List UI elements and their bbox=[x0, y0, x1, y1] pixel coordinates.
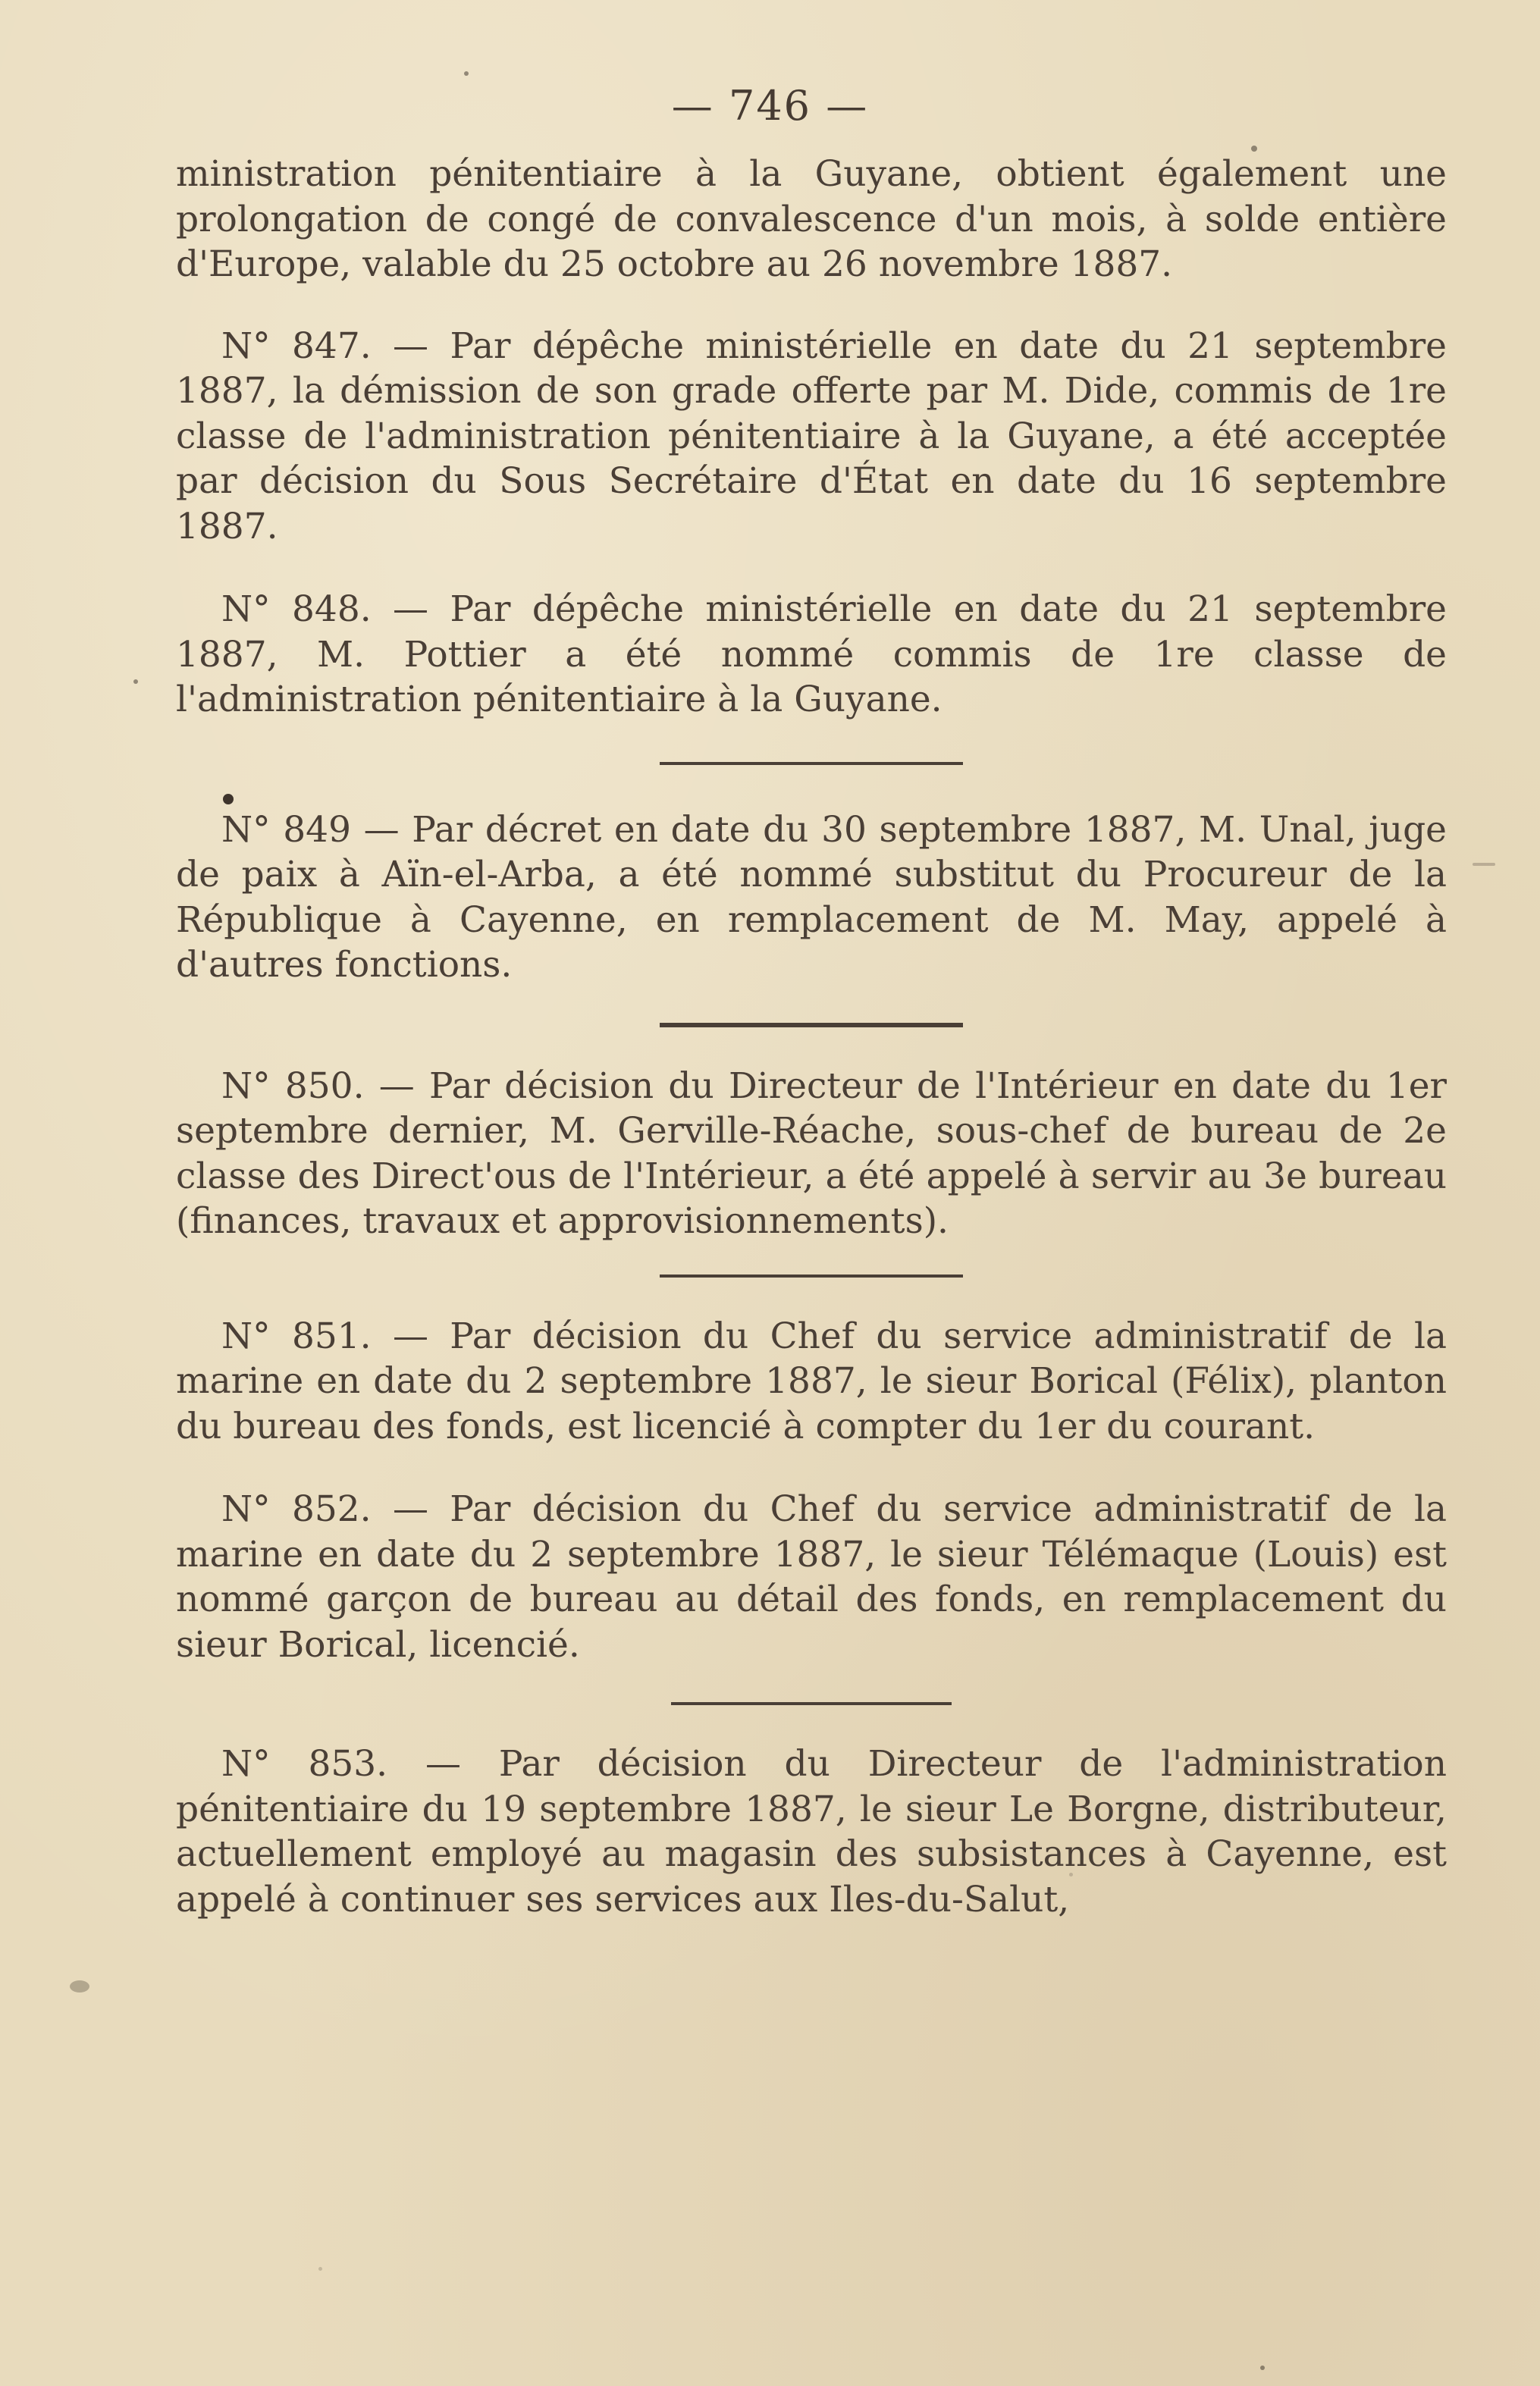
paper-speck bbox=[1069, 1873, 1073, 1877]
ink-dot bbox=[223, 794, 234, 804]
paragraph-851: N° 851. — Par décision du Chef du service administratif de la marine en date du 2 septembre 1887, le sieur Borical (Félix), planton du bureau des fonds, est licencié à compter du 1er du courant. bbox=[176, 1315, 1447, 1447]
section-divider bbox=[660, 1023, 963, 1027]
spacer bbox=[176, 287, 1447, 324]
paper-speck bbox=[133, 679, 138, 684]
paragraph-848: N° 848. — Par dépêche ministérielle en date du 21 septembre 1887, M. Pottier a été nommé commis de 1re classe de l'administration pénitentiaire à la Guyane. bbox=[176, 588, 1447, 720]
section-divider bbox=[671, 1702, 952, 1705]
paragraph-850: N° 850. — Par décision du Directeur de l'Intérieur en date du 1er septembre dernier, M. Gerville-Réache, sous-chef de bureau de 2e classe des Direct'ous de l'Intérieur, a été appelé à servir au 3e bureau (finances, travaux et approvisionnements). bbox=[176, 1064, 1447, 1242]
paper-speck bbox=[1260, 2366, 1265, 2370]
paragraph-847: N° 847. — Par dépêche ministérielle en date du 21 septembre 1887, la démission de son grade offerte par M. Dide, commis de 1re classe de l'administration pénitentiaire à la Guyane, a été acceptée par décision du Sous Secrétaire d'État en date du 16 septembre 1887. bbox=[176, 325, 1447, 547]
paragraph-852: N° 852. — Par décision du Chef du service administratif de la marine en date du 2 septembre 1887, le sieur Télémaque (Louis) est nommé garçon de bureau au détail des fonds, en remplacement du sieur Borical, licencié. bbox=[176, 1488, 1447, 1666]
paper-speck bbox=[70, 1980, 89, 1993]
paper-speck bbox=[318, 2267, 322, 2271]
paper-speck bbox=[1473, 863, 1495, 866]
section-divider bbox=[660, 762, 963, 765]
spacer bbox=[176, 1449, 1447, 1487]
document-body bbox=[176, 152, 1447, 1922]
paragraph-853: N° 853. — Par décision du Directeur de l'administration pénitentiaire du 19 septembre 1887, le sieur Le Borgne, distributeur, actuellement employé au magasin des subsistances à Cayenne, est appelé à continuer ses services aux Iles-du-Salut, bbox=[176, 1743, 1447, 1920]
section-divider bbox=[660, 1275, 963, 1278]
paper-speck bbox=[464, 71, 469, 76]
paragraph-849: N° 849 — Par décret en date du 30 septembre 1887, M. Unal, juge de paix à Aïn-el-Arba, a été nommé substitut du Procureur de la République à Cayenne, en remplacement de M. May, appelé à d'autres fonctions. bbox=[176, 808, 1447, 986]
paragraph-continuation: ministration pénitentiaire à la Guyane, obtient également une prolongation de congé de convalescence d'un mois, à solde entière d'Europe, valable du 25 octobre au 26 novembre 1887. bbox=[176, 153, 1447, 285]
page-number: — 746 — bbox=[671, 82, 869, 130]
spacer bbox=[176, 549, 1447, 587]
paper-speck bbox=[1251, 146, 1257, 152]
